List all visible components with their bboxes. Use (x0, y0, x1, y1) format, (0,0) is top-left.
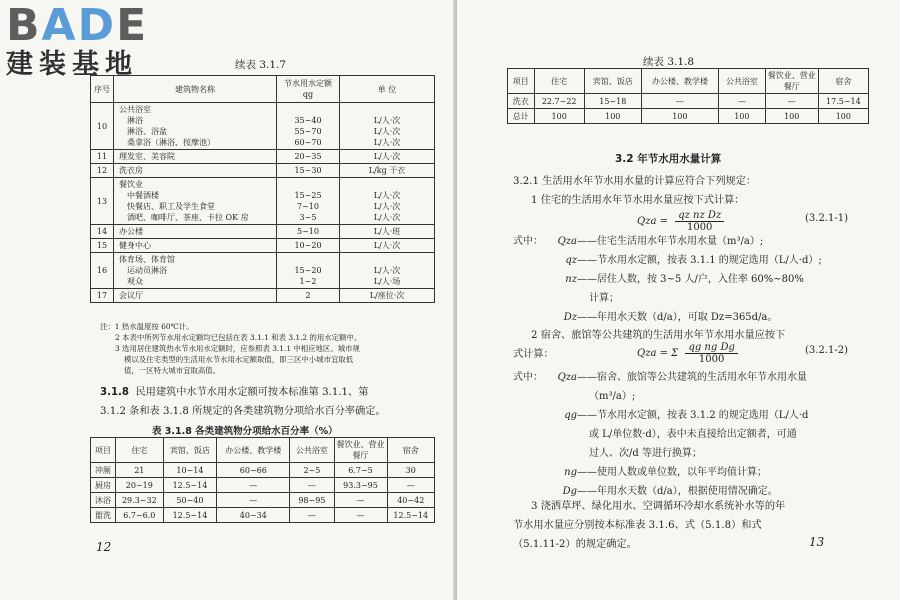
clause-text: 节水用水量应分别按本标准表 3.1.6、式（5.1.8）和式 (513, 520, 762, 531)
table-cell (114, 164, 277, 178)
definition-lead (513, 444, 545, 463)
table-cell: 21 (116, 463, 163, 478)
table-cell (114, 253, 277, 289)
table-cell (114, 103, 277, 150)
definition-line (513, 232, 893, 251)
table-row (91, 164, 435, 178)
table-caption: 续表 3.1.7 (235, 59, 287, 71)
cell-line: 洗衣房 (119, 166, 143, 175)
table-cell: 30 (387, 463, 435, 478)
table-row (91, 478, 435, 493)
cell-line: 1~2 (299, 277, 317, 286)
clause-text: 3.1.2 条和表 3.1.8 所规定的各类建筑物分项给水百分率确定。 (100, 406, 386, 417)
definition-lead: 式中： (513, 372, 543, 383)
table-cell: 15~18 (584, 94, 641, 109)
logo-wordmark: BADE (6, 0, 149, 51)
table-row (91, 493, 435, 508)
definition-lead (513, 387, 545, 406)
table-row (508, 94, 869, 109)
table-header-cell: 公共浴室 (718, 69, 765, 94)
table-cell (114, 225, 277, 239)
table-header-row (91, 76, 435, 103)
brand-logo (6, 0, 176, 84)
formula-lhs: Qza = (637, 216, 668, 227)
cell-line: L/人·次 (373, 191, 401, 200)
cell-line: L/人·次 (373, 138, 401, 147)
definition-lead (513, 425, 545, 444)
definition-symbol (545, 289, 577, 308)
definition-line (513, 308, 893, 327)
table-cell: 50~40 (163, 493, 217, 508)
definition-symbol: qz (565, 255, 577, 266)
table-header-cell: 宾馆、饭店 (163, 438, 217, 463)
cell-line: 淋浴、浴盆 (127, 127, 167, 136)
table-cell: 100 (765, 109, 818, 124)
definition-text: 过人、次/d 等进行换算； (589, 448, 702, 459)
formula-lhs: Qza = Σ (637, 348, 679, 359)
table-cell: — (217, 493, 290, 508)
cell-line: L/人·次 (373, 202, 401, 211)
table-cell: — (765, 94, 818, 109)
definition-text: ——年用水天数（d/a），可取 Dz=365d/a。 (577, 312, 778, 323)
definition-symbol (545, 444, 577, 463)
formula-definitions (513, 232, 893, 327)
table-cell (340, 150, 435, 164)
table-row (91, 103, 435, 150)
formula-number: (3.2.1-1) (805, 213, 848, 224)
cell-line: 运动员淋浴 (127, 266, 167, 275)
table-cell: 13 (91, 178, 114, 225)
table-cell: 100 (534, 109, 584, 124)
cell-line: 淋浴 (127, 116, 143, 125)
table-cell: 厨房 (91, 478, 116, 493)
definition-line (513, 425, 893, 444)
definition-lead (513, 406, 545, 425)
cell-line: 理发室、美容院 (119, 152, 175, 161)
definition-line (513, 387, 893, 406)
table-header-cell: 办公楼、教学楼 (641, 69, 718, 94)
cell-line: 观众 (127, 277, 143, 286)
table-row (91, 253, 435, 289)
definition-line (513, 406, 893, 425)
table-cell: 12 (91, 164, 114, 178)
definition-symbol: Dg (562, 486, 577, 497)
note-line: 注：1 热水温度按 60℃计。 (100, 322, 194, 331)
clause-text: 3 浇洒草坪、绿化用水、空调循环冷却水系统补水等的年 (531, 501, 786, 512)
formula-3-2-1-2 (637, 342, 742, 365)
table-cell: 15 (91, 239, 114, 253)
table-cell (277, 239, 340, 253)
table-cell: 14 (91, 225, 114, 239)
table-cell: 100 (584, 109, 641, 124)
cell-line: L/人·次 (373, 213, 401, 222)
table-cell: 60~66 (217, 463, 290, 478)
table-header-cell: 节水用水定额 qg (277, 76, 340, 103)
definition-text: ——居住人数，按 3~5 人/户，入住率 60%~80% (577, 274, 804, 285)
cell-line: L/人·次 (373, 116, 401, 125)
formula-denominator: 1000 (686, 222, 713, 233)
definition-symbol: Qza (557, 236, 577, 247)
definition-symbol: Dz (563, 312, 577, 323)
definition-line (513, 444, 893, 463)
cell-line: 体育场、体育馆 (119, 255, 175, 264)
table-cell (340, 289, 435, 303)
table-cell: 22.7~22 (534, 94, 584, 109)
definition-line (513, 289, 893, 308)
clause-3-2-1 (513, 172, 883, 210)
table-cell (277, 103, 340, 150)
table-header-cell: 宿舍 (818, 69, 868, 94)
cell-line: 3~5 (299, 213, 317, 222)
cell-line: 10~20 (294, 241, 322, 250)
cell-line: 15~25 (294, 191, 322, 200)
clause-text: 式计算： (513, 349, 554, 360)
table-cell: 93.3~95 (334, 478, 387, 493)
cell-line: 公共浴室 (119, 105, 151, 114)
definition-text: 计算； (589, 293, 619, 304)
formula-3-2-1-1 (637, 210, 728, 233)
table-cell: 总计 (508, 109, 535, 124)
table-header-cell: 住宅 (116, 438, 163, 463)
table-cell (277, 253, 340, 289)
table-cell (340, 164, 435, 178)
table-header-cell: 序号 (91, 76, 114, 103)
cell-line: 7~10 (297, 202, 319, 211)
definition-lead (513, 463, 545, 482)
table-cell: 6.7~5 (334, 463, 387, 478)
definition-line (513, 251, 893, 270)
table-header-cell: 项目 (508, 69, 535, 94)
cell-line: L/人·次 (373, 241, 401, 250)
table-cell: — (217, 478, 290, 493)
definition-line (513, 463, 893, 482)
table-caption: 表 3.1.8 各类建筑物分项给水百分率（%） (152, 426, 338, 437)
cell-line: L/人·次 (373, 266, 401, 275)
clause-3-1-8 (100, 383, 440, 421)
cell-line: L/人·场 (373, 277, 401, 286)
definition-text: 或 L/单位数·d），表中未直接给出定额者，可通 (589, 429, 797, 440)
table-cell: 冲厕 (91, 463, 116, 478)
note-line: 3 选用居住建筑热水节水用水定额时，应参照表 3.1.1 中相应地区、城市规 (115, 344, 360, 353)
table-cell: 10~14 (163, 463, 217, 478)
table-cell (114, 239, 277, 253)
table-header-cell: 项目 (91, 438, 116, 463)
note-line: 值，一区特大城市宜取高值。 (124, 366, 221, 375)
cell-line: 健身中心 (119, 241, 151, 250)
table-cell: — (334, 508, 387, 523)
cell-line: 2 (305, 291, 311, 300)
table-cell: 10 (91, 103, 114, 150)
cell-line: 办公楼 (119, 227, 143, 236)
table-cell: 100 (818, 109, 868, 124)
table-cell: 11 (91, 150, 114, 164)
definition-text: ——年用水天数（d/a），根据使用情况确定。 (577, 486, 778, 497)
table-cell: — (290, 508, 334, 523)
table-row (91, 178, 435, 225)
cell-line: 15~30 (294, 166, 322, 175)
definition-symbol: nz (565, 274, 577, 285)
cell-line: 60~70 (294, 138, 322, 147)
cell-line: 会议厅 (119, 291, 143, 300)
table-cell (277, 178, 340, 225)
table-cell: 17.5~14 (818, 94, 868, 109)
table-cell (277, 164, 340, 178)
cell-line: L/人·次 (373, 127, 401, 136)
table-header-row (91, 438, 435, 463)
table-cell (114, 150, 277, 164)
table-cell: 12.5~14 (163, 478, 217, 493)
definition-line (513, 270, 893, 289)
note-line: 2 本表中所列节水用水定额均已包括在表 3.1.1 和表 3.1.2 的用水定额中。 (115, 333, 362, 342)
definition-text: ——使用人数或单位数，以年平均值计算； (577, 467, 767, 478)
clause-text: （5.1.11-2）的规定确定。 (513, 539, 637, 550)
clause-item-3 (513, 497, 885, 554)
table-cell (340, 178, 435, 225)
definition-lead (513, 251, 545, 270)
table-header-cell: 住宅 (534, 69, 584, 94)
definition-lead: 式中： (513, 236, 543, 247)
table-header-row (508, 69, 869, 94)
definition-text: ——宿舍、旅馆等公共建筑的生活用水年节水用水量 (577, 372, 807, 383)
table-cell (340, 253, 435, 289)
table-cell: 40~34 (217, 508, 290, 523)
clause-number: 3.1.8 (100, 387, 130, 398)
cell-line: 桑拿浴（淋浴、按摩池） (127, 138, 215, 147)
cell-line: 20~35 (294, 152, 322, 161)
formula-denominator: 1000 (698, 354, 725, 365)
cell-line: 快餐店、职工及学生食堂 (127, 202, 215, 211)
table-cell: 洗衣 (508, 94, 535, 109)
clause-text: 民用建筑中水节水用水定额可按本标准第 3.1.1、第 (135, 387, 369, 398)
table-header-cell: 宿舍 (387, 438, 435, 463)
table-cell (114, 289, 277, 303)
clause-text: 2 宿舍、旅馆等公共建筑的生活用水年节水用水量应按下 (531, 330, 786, 341)
table-cell: 12.5~14 (387, 508, 435, 523)
definition-text: ——节水用水定额，按表 3.1.2 的规定选用（L/人·d (577, 410, 809, 421)
definition-lead (513, 289, 545, 308)
table-cell: — (718, 94, 765, 109)
supply-ratio-table (90, 437, 435, 523)
table-cell: 17 (91, 289, 114, 303)
table-caption: 续表 3.1.8 (643, 56, 695, 68)
table-cell (340, 239, 435, 253)
clause-text: 1 住宅的生活用水年节水用水量应按下式计算： (531, 195, 745, 206)
cell-line: L/人·班 (373, 227, 401, 236)
cell-line: 5~10 (297, 227, 319, 236)
table-cell: 100 (641, 109, 718, 124)
table-cell: 100 (718, 109, 765, 124)
table-row (91, 150, 435, 164)
table-cell (277, 289, 340, 303)
definition-symbol: ng (564, 467, 577, 478)
table-row (91, 239, 435, 253)
definition-text: （m³/a）; (589, 391, 636, 402)
page-number: 13 (809, 535, 825, 549)
table-cell: 40~42 (387, 493, 435, 508)
table-cell: 20~19 (116, 478, 163, 493)
definition-symbol: qg (564, 410, 577, 421)
table-cell (277, 150, 340, 164)
table-header-cell: 建筑物名称 (114, 76, 277, 103)
table-cell (340, 103, 435, 150)
definition-symbol: Qza (557, 372, 577, 383)
cell-line: 餐饮业 (119, 180, 143, 189)
table-cell: — (387, 478, 435, 493)
table-cell: 29.3~32 (116, 493, 163, 508)
quota-table (90, 75, 435, 303)
table-row (508, 109, 869, 124)
table-header-cell: 办公楼、教学楼 (217, 438, 290, 463)
table-row (91, 508, 435, 523)
table-cell: 6.7~6.0 (116, 508, 163, 523)
table-cell: — (290, 478, 334, 493)
table-cell: 盥洗 (91, 508, 116, 523)
cell-line: L/kg 干衣 (368, 166, 406, 175)
formula-definitions (513, 368, 893, 501)
table-cell: 16 (91, 253, 114, 289)
table-cell: 12.5~14 (163, 508, 217, 523)
table-cell: 2~5 (290, 463, 334, 478)
definition-text: ——住宅生活用水年节水用水量（m³/a）; (577, 236, 764, 247)
page-number: 12 (96, 540, 112, 554)
definition-line (513, 368, 893, 387)
definition-lead (513, 308, 545, 327)
supply-ratio-table-cont (507, 68, 869, 124)
table-row (91, 463, 435, 478)
table-notes (100, 321, 430, 376)
table-cell (114, 178, 277, 225)
cell-line: 15~20 (294, 266, 322, 275)
table-cell: — (334, 493, 387, 508)
table-cell: 98~95 (290, 493, 334, 508)
cell-line: 酒吧、咖啡厅、茶座、卡拉 OK 房 (127, 213, 249, 222)
logo-chinese: 建装基地 (6, 49, 138, 80)
table-header-cell: 单 位 (340, 76, 435, 103)
table-header-cell: 餐饮业、营业餐厅 (765, 69, 818, 94)
formula-number: (3.2.1-2) (805, 345, 848, 356)
table-header-cell: 公共浴室 (290, 438, 334, 463)
cell-line: 中餐酒楼 (127, 191, 159, 200)
table-header-cell: 宾馆、饭店 (584, 69, 641, 94)
cell-line: L/座位·次 (369, 291, 405, 300)
note-line: 模以及住宅类型的生活用水节水用水定额取值，即三区中小城市宜取低 (124, 355, 354, 364)
cell-line: L/人·次 (373, 152, 401, 161)
formula-numerator: qz nz Dz (675, 210, 724, 222)
table-cell (277, 225, 340, 239)
formula-numerator: qg ng Dg (685, 342, 737, 354)
cell-line: 35~40 (294, 116, 322, 125)
table-row (91, 289, 435, 303)
cell-line: 55~70 (294, 127, 322, 136)
definition-symbol (545, 387, 577, 406)
table-cell: — (641, 94, 718, 109)
section-title: 3.2 年节水用水量计算 (615, 153, 722, 165)
table-header-cell: 餐饮业、营业餐厅 (334, 438, 387, 463)
table-cell (340, 225, 435, 239)
table-row (91, 225, 435, 239)
right-page (457, 0, 900, 600)
definition-symbol (545, 425, 577, 444)
clause-text: 3.2.1 生活用水年节水用水量的计算应符合下列规定： (513, 176, 757, 187)
table-cell: 沐浴 (91, 493, 116, 508)
definition-lead (513, 270, 545, 289)
definition-text: ——节水用水定额，按表 3.1.1 的规定选用（L/人·d）; (577, 255, 822, 266)
